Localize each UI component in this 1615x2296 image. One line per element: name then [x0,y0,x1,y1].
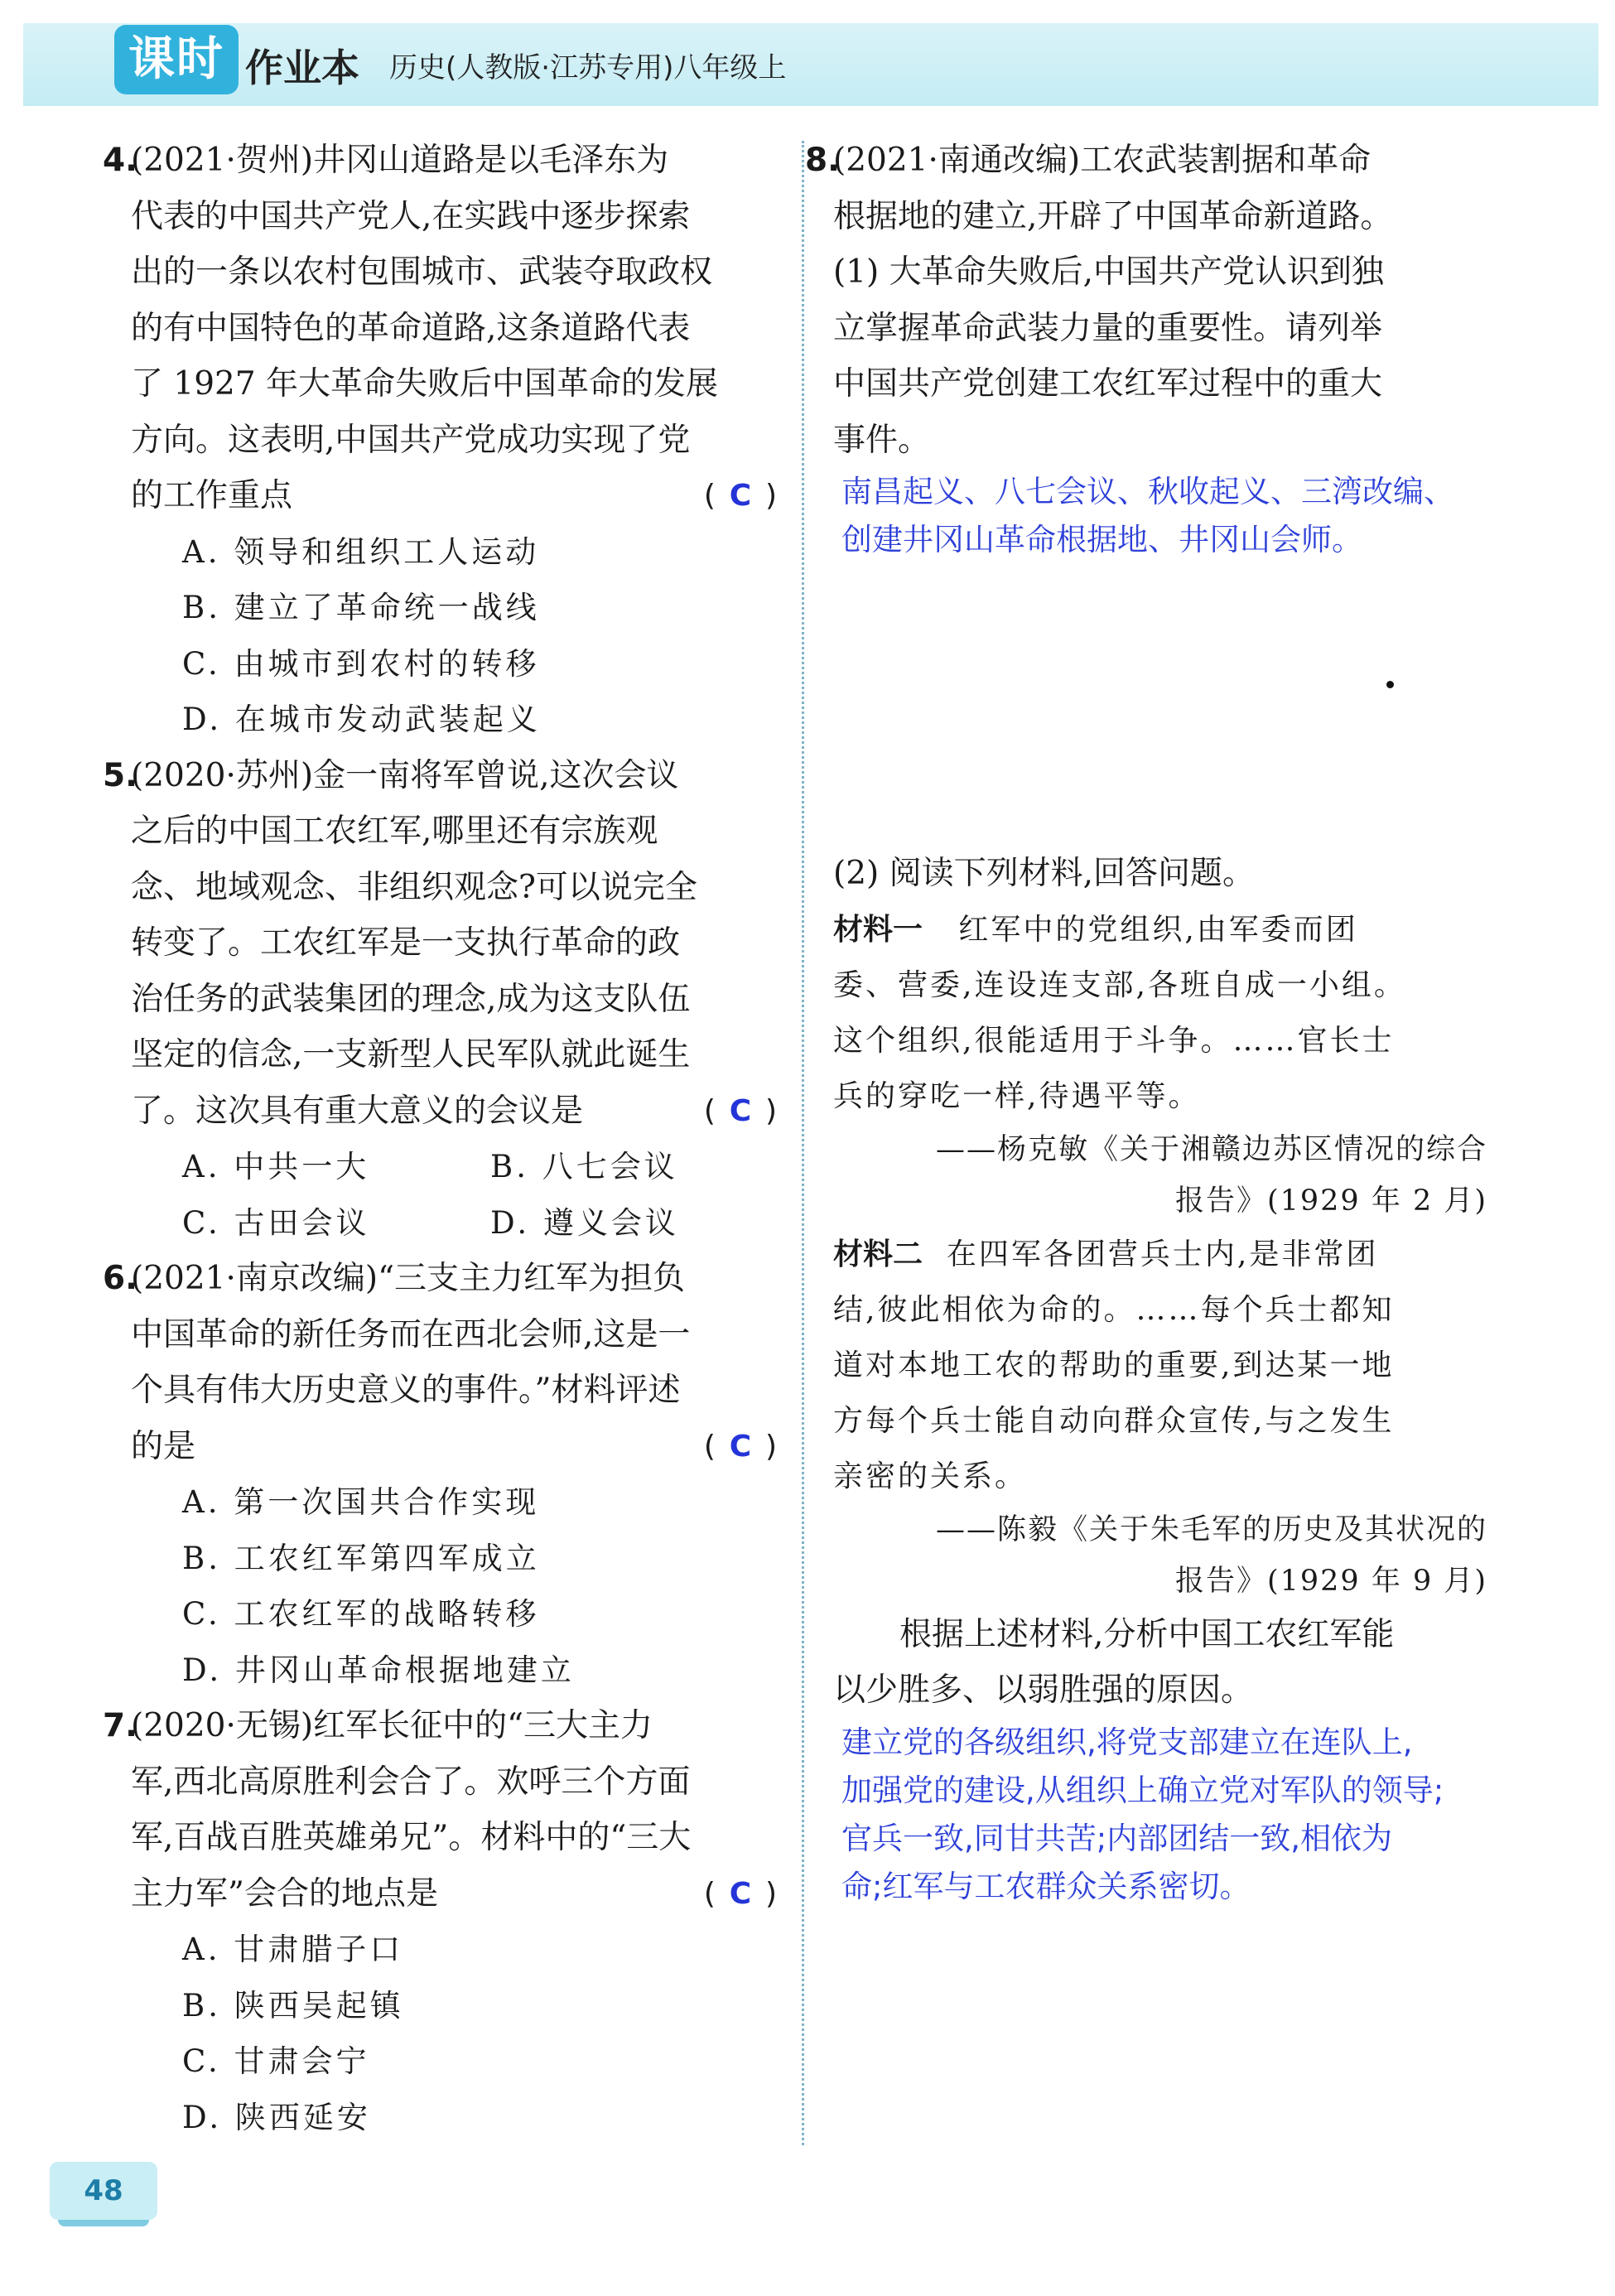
question-text-line: (2021·贺州)井冈山道路是以毛泽东为 [131,142,669,179]
question-number: 5. [103,756,137,794]
option: B. 陕西吴起镇 [182,1987,404,2023]
question-text-line: (2020·苏州)金一南将军曾说,这次会议 [131,756,679,794]
question-text-line: (2021·南京改编)“三支主力红军为担负 [131,1260,686,1297]
option: D. 在城市发动武装起义 [182,702,541,737]
option: C. 由城市到农村的转移 [182,645,540,682]
part2-question: 根据上述材料,分析中国工农红军能 以少胜多、以弱胜强的原因。 [833,1615,1395,1709]
handwritten-answer-part1 [833,468,1487,564]
part2-intro: (2) 阅读下列材料,回答问题。 [833,855,1256,892]
header-subject: 历史(人教版·江苏专用)八年级上 [389,51,787,84]
handwritten-line: 官兵一致,同甘共苦;内部团结一致,相依为 [841,1820,1392,1856]
handwritten-line: 加强党的建设,从组织上确立党对军队的领导; [841,1772,1444,1808]
question-4 [103,133,777,524]
question-text-line: 的是 [131,1427,196,1465]
material-text-line: 兵的穿吃一样,待遇平等。 [833,1078,1201,1113]
question-text-line: 的工作重点 [131,477,293,514]
option: C. 古田会议 [182,1204,370,1241]
material-source: ——杨克敏《关于湘赣边苏区情况的综合 报告》(1929 年 2 月) [935,1132,1487,1218]
handwritten-line: 建立党的各级组织,将党支部建立在连队上, [841,1724,1413,1760]
question-text-line: 了。这次具有重大意义的会议是 [131,1092,584,1130]
question-text-line: 军,西北高原胜利会合了。欢呼三个方面 [131,1763,691,1801]
answer-slot: ( C ) [704,1866,777,1922]
material-text-line: 红军中的党组织,由军委而团 [958,912,1358,947]
option: D. 陕西延安 [182,2099,371,2135]
handwritten-line: 创建井冈山革命根据地、井冈山会师。 [841,522,1362,557]
option: B. 八七会议 [490,1149,678,1184]
question-text-line: 之后的中国工农红军,哪里还有宗族观 [131,813,658,850]
left-column [103,133,777,2145]
question-text-line: 代表的中国共产党人,在实践中逐步探索 [131,197,691,235]
question-text-line: 个具有伟大历史意义的事件。”材料评述 [131,1372,681,1409]
question-text-line: 主力军”会合的地点是 [131,1874,438,1913]
question-text-line: 治任务的武装集团的理念,成为这支队伍 [131,980,691,1018]
option: B. 建立了革命统一战线 [182,590,540,625]
material-2 [833,1227,1487,1504]
part1-text-line: 中国共产党创建工农红军过程中的重大 [833,365,1383,403]
question-number: 4. [103,142,137,179]
material-label: 材料二 [833,1237,923,1271]
option-row [131,1139,777,1195]
answer-slot: ( C ) [704,1419,777,1475]
option-row [131,1195,777,1252]
material-text-line: 方每个兵士能自动向群众宣传,与之发生 [833,1403,1395,1438]
brand-badge: 课时 [114,25,239,94]
question-7 [103,1698,777,1922]
question-text-line: 出的一条以农村包围城市、武装夺取政权 [131,253,713,291]
question-number: 6. [103,1260,137,1297]
question-text-line: 转变了。工农红军是一支执行革命的政 [131,924,681,962]
material-text-line: 委、营委,连设连支部,各班自成一小组。 [833,967,1406,1002]
option: D. 遵义会议 [490,1204,679,1241]
answer-slot: ( C ) [704,1083,777,1140]
handwritten-line: 南昌起义、八七会议、秋收起义、三湾改编、 [841,474,1454,509]
material-text-line: 这个组织,很能适用于斗争。……官长士 [833,1023,1395,1058]
part1-text-line: 事件。 [833,421,931,459]
answer-slot: ( C ) [704,468,777,524]
material-text-line: 结,彼此相依为命的。……每个兵士都知 [833,1292,1395,1327]
answer-choice: C [729,1093,752,1128]
answer-choice: C [729,1876,752,1911]
right-column [805,133,1487,1911]
option: A. 中共一大 [182,1149,370,1184]
option: A. 第一次国共合作实现 [182,1484,540,1520]
option: D. 井冈山革命根据地建立 [182,1652,575,1688]
question-text-line: 根据地的建立,开辟了中国革命新道路。 [833,197,1393,235]
column-divider [802,141,804,2145]
question-5 [103,748,777,1140]
question-number: 7. [103,1707,137,1744]
option: A. 领导和组织工人运动 [182,533,540,570]
material-label: 材料一 [833,912,923,947]
part1-text-line: 立掌握革命武装力量的重要性。请列举 [833,309,1383,347]
answer-choice: C [729,1429,752,1464]
option: C. 工农红军的战略转移 [182,1596,540,1632]
question-text-line: (2021·南通改编)工农武装割据和革命 [833,142,1372,179]
handwritten-answer-part2 [833,1719,1487,1911]
handwritten-line: 命;红军与工农群众关系密切。 [841,1868,1251,1904]
stray-dot [1386,681,1394,688]
question-text-line: 了 1927 年大革命失败后中国革命的发展 [131,365,719,403]
option: A. 甘肃腊子口 [182,1932,404,1967]
question-text-line: (2020·无锡)红军长征中的“三大主力 [131,1707,653,1744]
option: B. 工农红军第四军成立 [182,1540,540,1576]
material-text-line: 亲密的关系。 [833,1459,1028,1493]
part1-text-line: (1) 大革命失败后,中国共产党认识到独 [833,253,1385,291]
question-text-line: 坚定的信念,一支新型人民军队就此诞生 [131,1036,691,1073]
question-text-line: 方向。这表明,中国共产党成功实现了党 [131,421,691,459]
answer-space [833,564,1487,846]
material-source: ——陈毅《关于朱毛军的历史及其状况的 报告》(1929 年 9 月) [935,1512,1487,1598]
question-text-line: 军,百战百胜英雄弟兄”。材料中的“三大 [131,1819,692,1856]
answer-choice: C [729,479,752,513]
question-text-line: 中国革命的新任务而在西北会师,这是一 [131,1315,691,1353]
page-number: 48 [50,2162,157,2220]
material-text-line: 道对本地工农的帮助的重要,到达某一地 [833,1348,1395,1382]
question-8 [805,133,1487,468]
option: C. 甘肃会宁 [182,2043,370,2079]
material-text-line: 在四军各团营兵士内,是非常团 [946,1237,1379,1271]
brand-name: 作业本 [245,46,359,90]
question-text-line: 念、地域观念、非组织观念?可以说完全 [131,868,697,906]
question-number: 8. [805,142,840,179]
material-1 [833,902,1487,1124]
question-6 [103,1251,777,1474]
question-text-line: 的有中国特色的革命道路,这条道路代表 [131,309,691,347]
